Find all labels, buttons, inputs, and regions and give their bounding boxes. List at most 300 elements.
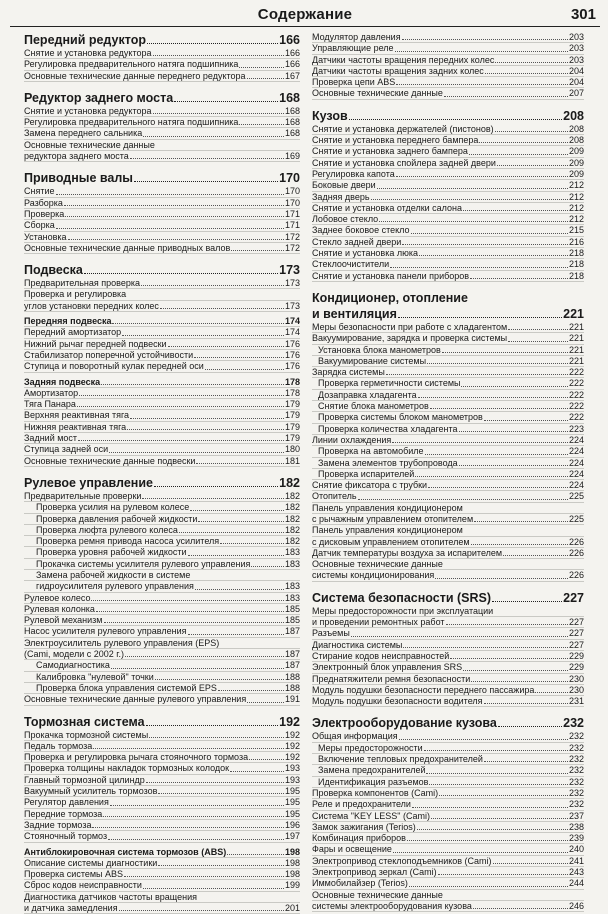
- toc-entry: [312, 32, 584, 43]
- toc-entry-title: Проверка цепи ABS: [312, 77, 396, 88]
- toc-leader-dots: [130, 417, 284, 419]
- toc-page-number: 221: [568, 344, 584, 355]
- toc-page-number: 166: [284, 59, 300, 70]
- toc-leader-dots: [503, 554, 568, 556]
- toc-entry-title: Подвеска: [24, 263, 83, 278]
- toc-entry-title: Управляющие реле: [312, 43, 394, 54]
- toc-page-number: 224: [568, 457, 584, 468]
- toc-entry-title: Вакуумирование, зарядка и проверка системы: [312, 333, 508, 344]
- toc-leader-dots: [371, 198, 568, 200]
- toc-entry-title: Регулировка капота: [312, 168, 395, 179]
- toc-page-number: 222: [568, 412, 584, 423]
- toc-leader-dots: [390, 266, 568, 268]
- toc-entry-title: Фары и освещение: [312, 844, 392, 855]
- toc-page-number: 174: [284, 327, 300, 338]
- toc-entry: [24, 820, 300, 831]
- toc-leader-dots: [493, 862, 568, 864]
- toc-leader-dots: [108, 838, 284, 840]
- toc-page-number: 218: [568, 248, 584, 259]
- toc-spacer: [312, 100, 584, 108]
- toc-entry-title: редуктора заднего моста: [24, 151, 129, 162]
- toc-entry-title: Включение тепловых предохранителей: [318, 754, 483, 765]
- toc-page-number: 168: [279, 90, 300, 105]
- toc-page-number: 179: [284, 421, 300, 432]
- toc-page-number: 198: [284, 857, 300, 868]
- toc-entry-title: Основные технические данные: [24, 139, 155, 150]
- toc-leader-dots: [231, 249, 284, 251]
- toc-leader-dots: [392, 441, 568, 443]
- page-header: [10, 4, 600, 27]
- toc-page-number: 207: [568, 88, 584, 99]
- toc-leader-dots: [409, 885, 568, 887]
- toc-entry-title: Нижняя реактивная тяга: [24, 421, 127, 432]
- toc-entry-title: углов установки передних колес: [24, 300, 159, 311]
- toc-entry: [24, 581, 300, 592]
- toc-page-number: 223: [568, 423, 584, 434]
- toc-entry: [24, 660, 300, 671]
- toc-entry: [312, 901, 584, 912]
- toc-entry-title: Проверка компонентов (Cami): [312, 787, 439, 798]
- toc-entry: [312, 480, 584, 491]
- toc-leader-dots: [358, 498, 568, 500]
- toc-entry-title: и вентиляция: [312, 306, 397, 321]
- toc-entry: [24, 151, 300, 162]
- toc-page-number: 232: [568, 765, 584, 776]
- toc-entry-title: системы кондиционирования: [312, 570, 435, 581]
- toc-entry: [312, 446, 584, 457]
- toc-entry-title: Стекло задней двери: [312, 236, 402, 247]
- toc-page-number: 225: [568, 513, 584, 524]
- toc-entry: [312, 606, 584, 617]
- toc-entry-title: Установка блока манометров: [318, 344, 441, 355]
- toc-leader-dots: [147, 42, 278, 44]
- toc-page-number: 179: [284, 410, 300, 421]
- toc-entry-title: Снятие и установка спойлера задней двери: [312, 157, 496, 168]
- toc-entry-title: Линии охлаждения: [312, 434, 392, 445]
- toc-entry: [24, 209, 300, 220]
- toc-spacer: [312, 707, 584, 715]
- toc-leader-dots: [398, 316, 562, 318]
- toc-page-number: 222: [568, 367, 584, 378]
- toc-page-number: 179: [284, 433, 300, 444]
- toc-page-number: 169: [284, 151, 300, 162]
- toc-leader-dots: [239, 123, 284, 125]
- toc-leader-dots: [396, 175, 568, 177]
- toc-page-number: 173: [284, 300, 300, 311]
- toc-section-heading: [312, 715, 584, 731]
- toc-entry-title: Замена элементов трубопровода: [318, 457, 458, 468]
- toc-leader-dots: [124, 875, 284, 877]
- toc-leader-dots: [64, 204, 284, 206]
- toc-entry: [24, 752, 300, 763]
- toc-spacer: [312, 582, 584, 590]
- toc-page-number: 224: [568, 468, 584, 479]
- toc-page-number: 180: [284, 444, 300, 455]
- toc-entry-title: Тормозная система: [24, 714, 145, 729]
- toc-page-number: 173: [279, 263, 300, 278]
- toc-entry: [312, 169, 584, 180]
- toc-leader-dots: [68, 238, 284, 240]
- toc-entry: [312, 378, 584, 389]
- toc-entry-title: Проверка усилия на рулевом колесе: [36, 502, 190, 513]
- toc-entry: [24, 741, 300, 752]
- toc-entry-title: Рулевое управление: [24, 475, 153, 490]
- toc-entry: [24, 638, 300, 649]
- toc-page-number: 183: [284, 592, 300, 603]
- toc-entry: [312, 890, 584, 901]
- toc-leader-dots: [127, 428, 284, 430]
- toc-entry-title: Проверка количества хладагента: [318, 423, 458, 434]
- toc-page-number: 198: [284, 869, 300, 880]
- toc-leader-dots: [497, 164, 568, 166]
- toc-entry: [24, 570, 300, 581]
- toc-page-number: 192: [284, 729, 300, 740]
- toc-entry: [312, 458, 584, 469]
- toc-entry-title: Верхняя реактивная тяга: [24, 410, 130, 421]
- toc-entry-title: (Cami, модели с 2002 г.): [24, 649, 124, 660]
- toc-entry: [24, 514, 300, 525]
- toc-page-number: 185: [284, 603, 300, 614]
- toc-entry: [312, 651, 584, 662]
- toc-leader-dots: [158, 792, 284, 794]
- toc-entry: [312, 214, 584, 225]
- toc-page-number: 224: [568, 434, 584, 445]
- toc-entry: [24, 399, 300, 410]
- toc-page-number: 222: [568, 389, 584, 400]
- toc-entry: [24, 869, 300, 880]
- toc-page-number: 191: [284, 694, 300, 705]
- toc-entry: [312, 225, 584, 236]
- toc-leader-dots: [495, 130, 568, 132]
- toc-page-number: 204: [568, 65, 584, 76]
- toc-entry-title: Педаль тормоза: [24, 740, 93, 751]
- toc-page-number: 183: [284, 547, 300, 558]
- toc-leader-dots: [427, 362, 568, 364]
- toc-entry-title: Кузов: [312, 108, 348, 123]
- toc-entry-title: Снятие и установка переднего бампера: [312, 135, 479, 146]
- toc-page-number: 166: [284, 48, 300, 58]
- toc-entry: [312, 754, 584, 765]
- toc-entry: [312, 856, 584, 867]
- toc-entry: [24, 361, 300, 372]
- toc-entry: [24, 339, 300, 350]
- toc-entry: [24, 444, 300, 455]
- toc-entry-title: Стирание кодов неисправностей: [312, 650, 450, 661]
- toc-entry: [312, 503, 584, 514]
- toc-page-number: 172: [284, 242, 300, 253]
- toc-leader-dots: [77, 405, 284, 407]
- toc-page-number: 188: [284, 671, 300, 682]
- toc-page-number: 218: [568, 270, 584, 281]
- toc-page-number: 208: [563, 108, 584, 123]
- toc-leader-dots: [155, 678, 284, 680]
- toc-leader-dots: [426, 772, 567, 774]
- toc-section-heading: [312, 108, 584, 124]
- toc-entry-title: Замена переднего сальника: [24, 128, 143, 139]
- toc-entry-title: Система "KEY LESS" (Cami): [312, 810, 430, 821]
- toc-leader-dots: [79, 394, 284, 396]
- toc-leader-dots: [195, 588, 284, 590]
- toc-entry: [24, 797, 300, 808]
- toc-entry: [312, 743, 584, 754]
- toc-entry: [24, 525, 300, 536]
- toc-entry: [24, 128, 300, 139]
- toc-page-number: 168: [284, 117, 300, 128]
- toc-page-number: 208: [568, 135, 584, 146]
- toc-page-number: 173: [284, 278, 300, 289]
- toc-entry-title: Передние тормоза: [24, 808, 103, 819]
- toc-leader-dots: [418, 396, 568, 398]
- toc-entry: [312, 822, 584, 833]
- toc-entry-title: Основные технические данные: [312, 88, 443, 99]
- toc-page-number: 225: [568, 491, 584, 502]
- toc-entry: [312, 685, 584, 696]
- toc-entry: [24, 71, 300, 82]
- toc-leader-dots: [484, 702, 568, 704]
- toc-entry-title: Электрооборудование кузова: [312, 716, 497, 731]
- toc-page-number: 166: [279, 33, 300, 47]
- toc-entry-title: Прокачка тормозной системы: [24, 729, 149, 740]
- toc-entry-title: Снятие и установка отделки салона: [312, 202, 462, 213]
- toc-leader-dots: [112, 322, 283, 324]
- toc-page-number: 203: [568, 54, 584, 65]
- toc-page-number: 195: [284, 786, 300, 797]
- toc-spacer: [24, 467, 300, 475]
- toc-page-number: 203: [568, 43, 584, 54]
- page-title: Содержание: [257, 6, 353, 23]
- toc-page-number: 226: [568, 547, 584, 558]
- toc-entry: [24, 388, 300, 399]
- toc-entry-title: Проверка: [24, 208, 65, 219]
- toc-entry: [24, 604, 300, 615]
- toc-page-number: 192: [284, 740, 300, 751]
- toc-entry: [24, 220, 300, 231]
- toc-entry: [24, 547, 300, 558]
- toc-entry-title: Замена рабочей жидкости в системе: [36, 569, 191, 580]
- toc-leader-dots: [93, 747, 284, 749]
- toc-page-number: 208: [568, 123, 584, 134]
- toc-entry-title: Проверка и регулировка рычага стояночного тормоза: [24, 752, 249, 763]
- toc-leader-dots: [444, 95, 568, 97]
- toc-entry-title: Вакуумирование системы: [318, 355, 427, 366]
- toc-entry-title: Передний редуктор: [24, 33, 146, 47]
- toc-entry: [312, 248, 584, 259]
- toc-entry: [312, 135, 584, 146]
- toc-page-number: 195: [284, 808, 300, 819]
- toc-entry-title: гидроусилителя рулевого управления: [36, 581, 194, 592]
- toc-leader-dots: [142, 497, 284, 499]
- toc-page-number: 195: [284, 797, 300, 808]
- toc-leader-dots: [239, 66, 284, 68]
- toc-entry-title: Проверка испарителей: [318, 468, 415, 479]
- toc-page-number: 187: [284, 649, 300, 660]
- toc-leader-dots: [125, 655, 284, 657]
- toc-entry-title: Снятие фиксатора с трубки: [312, 480, 428, 491]
- toc-entry: [312, 88, 584, 99]
- toc-entry-title: Разъемы: [312, 628, 350, 639]
- toc-page-number: 187: [284, 626, 300, 637]
- toc-page-number: 222: [568, 401, 584, 412]
- toc-leader-dots: [119, 909, 284, 911]
- toc-leader-dots: [143, 887, 284, 889]
- toc-section-heading: [24, 714, 300, 730]
- toc-entry-title: Датчик температуры воздуха за испарителем: [312, 547, 503, 558]
- toc-entry: [24, 880, 300, 891]
- toc-spacer: [24, 706, 300, 714]
- toc-leader-dots: [65, 215, 284, 217]
- toc-entry: [312, 146, 584, 157]
- toc-entry: [312, 356, 584, 367]
- toc-page-number: 182: [284, 502, 300, 513]
- toc-entry: [24, 289, 300, 300]
- toc-entry: [24, 491, 300, 502]
- toc-entry-title: Передняя подвеска: [24, 316, 112, 327]
- toc-entry: [312, 412, 584, 423]
- toc-page-number: 178: [284, 387, 300, 398]
- toc-leader-dots: [101, 383, 284, 385]
- toc-page-number: 232: [563, 716, 584, 731]
- toc-entry-title: Проверка толщины накладок тормозных колодок: [24, 763, 230, 774]
- toc-leader-dots: [411, 232, 568, 234]
- toc-entry: [312, 158, 584, 169]
- toc-entry: [312, 469, 584, 480]
- toc-leader-dots: [425, 453, 568, 455]
- toc-page-number: 204: [568, 77, 584, 88]
- toc-page-number: 178: [284, 376, 300, 387]
- toc-entry-title: Предварительная проверка: [24, 278, 140, 289]
- toc-entry-title: Электропривод зеркал (Cami): [312, 867, 437, 877]
- toc-page-number: 198: [284, 846, 300, 857]
- toc-leader-dots: [247, 77, 284, 79]
- toc-entry-title: Основные технические данные подвески: [24, 455, 196, 466]
- toc-leader-dots: [134, 180, 278, 182]
- toc-entry-title: Тяга Панара: [24, 399, 76, 410]
- toc-entry: [312, 617, 584, 628]
- toc-entry-title: Проверка герметичности системы: [318, 378, 461, 389]
- toc-page-number: 221: [568, 333, 584, 344]
- toc-entry: [24, 106, 300, 117]
- toc-leader-dots: [91, 599, 284, 601]
- toc-spacer: [24, 82, 300, 90]
- toc-entry: [312, 367, 584, 378]
- toc-entry: [24, 809, 300, 820]
- toc-entry: [312, 514, 584, 525]
- toc-entry-title: Снятие блока манометров: [318, 401, 429, 412]
- toc-page-number: 176: [284, 338, 300, 349]
- toc-section-heading: [24, 32, 300, 48]
- toc-subsection-heading: [24, 316, 300, 327]
- toc-page-number: 244: [568, 878, 584, 889]
- toc-entry-title: Сборка: [24, 220, 55, 231]
- toc-page-number: 216: [568, 236, 584, 247]
- toc-entry-title: Панель управления кондиционером: [312, 502, 463, 513]
- toc-entry: [312, 43, 584, 54]
- toc-entry-title: Рулевая колонка: [24, 603, 95, 614]
- toc-leader-dots: [130, 157, 284, 159]
- toc-entry: [312, 799, 584, 810]
- toc-leader-dots: [198, 520, 284, 522]
- toc-leader-dots: [508, 340, 568, 342]
- toc-page-number: 227: [568, 639, 584, 650]
- toc-leader-dots: [463, 209, 568, 211]
- toc-page-number: 167: [284, 70, 300, 81]
- toc-entry-title: Датчики частоты вращения передних колес: [312, 54, 495, 65]
- toc-entry-title: Приводные валы: [24, 171, 133, 186]
- toc-entry-title: Диагностика системы: [312, 639, 403, 650]
- toc-leader-dots: [474, 520, 568, 522]
- toc-page-number: 212: [568, 180, 584, 191]
- toc-entry-title: Основные технические данные переднего редуктора: [24, 70, 246, 81]
- toc-entry: [24, 117, 300, 128]
- toc-entry-title: Регулировка предварительного натяга подшипника: [24, 117, 239, 128]
- toc-entry-title: Проверка и регулировка: [24, 289, 127, 300]
- toc-leader-dots: [473, 907, 568, 909]
- toc-entry-title: Снятие и установка держателей (пистонов): [312, 123, 494, 134]
- toc-entry-title: Электропривод стеклоподъемников (Cami): [312, 855, 492, 866]
- toc-leader-dots: [154, 485, 278, 487]
- toc-page-number: 239: [568, 833, 584, 844]
- toc-entry-title: и датчика замедления: [24, 903, 118, 913]
- toc-page-number: 243: [568, 867, 584, 877]
- toc-leader-dots: [430, 407, 568, 409]
- toc-leader-dots: [450, 657, 568, 659]
- toc-page-number: 226: [568, 536, 584, 547]
- toc-entry-title: Снятие и установка панели приборов: [312, 270, 470, 281]
- toc-page-number: 170: [279, 171, 300, 186]
- toc-entry: [24, 456, 300, 467]
- toc-page-number: 229: [568, 650, 584, 661]
- toc-entry: [24, 59, 300, 70]
- toc-leader-dots: [349, 118, 563, 120]
- toc-entry-title: Снятие и установка заднего бампера: [312, 146, 468, 157]
- toc-entry: [312, 390, 584, 401]
- toc-spacer: [312, 282, 584, 290]
- toc-entry: [24, 232, 300, 243]
- toc-leader-dots: [417, 828, 568, 830]
- toc-leader-dots: [220, 542, 284, 544]
- toc-entry: [312, 640, 584, 651]
- toc-page-number: 224: [568, 446, 584, 457]
- toc-section-heading: [24, 90, 300, 106]
- toc-page-number: 174: [284, 316, 300, 327]
- toc-entry-title: Ступица задней оси: [24, 444, 109, 455]
- toc-leader-dots: [459, 430, 568, 432]
- toc-entry: [24, 198, 300, 209]
- toc-entry: [312, 55, 584, 66]
- toc-page-number: 170: [284, 197, 300, 208]
- toc-entry: [24, 858, 300, 869]
- toc-entry: [24, 892, 300, 903]
- toc-leader-dots: [96, 610, 284, 612]
- toc-leader-dots: [471, 680, 568, 682]
- toc-leader-dots: [351, 635, 568, 637]
- toc-leader-dots: [377, 187, 568, 189]
- toc-page-number: 182: [279, 475, 300, 490]
- toc-subsection-heading: [24, 847, 300, 858]
- toc-page-number: 227: [568, 617, 584, 628]
- toc-entry-title: Проверка уровня рабочей жидкости: [36, 547, 187, 558]
- toc-leader-dots: [146, 781, 284, 783]
- toc-entry-title: Проверка люфта рулевого колеса: [36, 524, 178, 535]
- toc-entry: [24, 48, 300, 59]
- toc-section-heading: [312, 590, 584, 606]
- toc-leader-dots: [484, 760, 568, 762]
- toc-entry-title: Рулевой механизм: [24, 615, 103, 626]
- toc-entry-title: Прокачка системы усилителя рулевого управления: [36, 558, 251, 569]
- toc-page-number: 203: [568, 32, 584, 42]
- toc-entry: [312, 401, 584, 412]
- toc-entry: [24, 786, 300, 797]
